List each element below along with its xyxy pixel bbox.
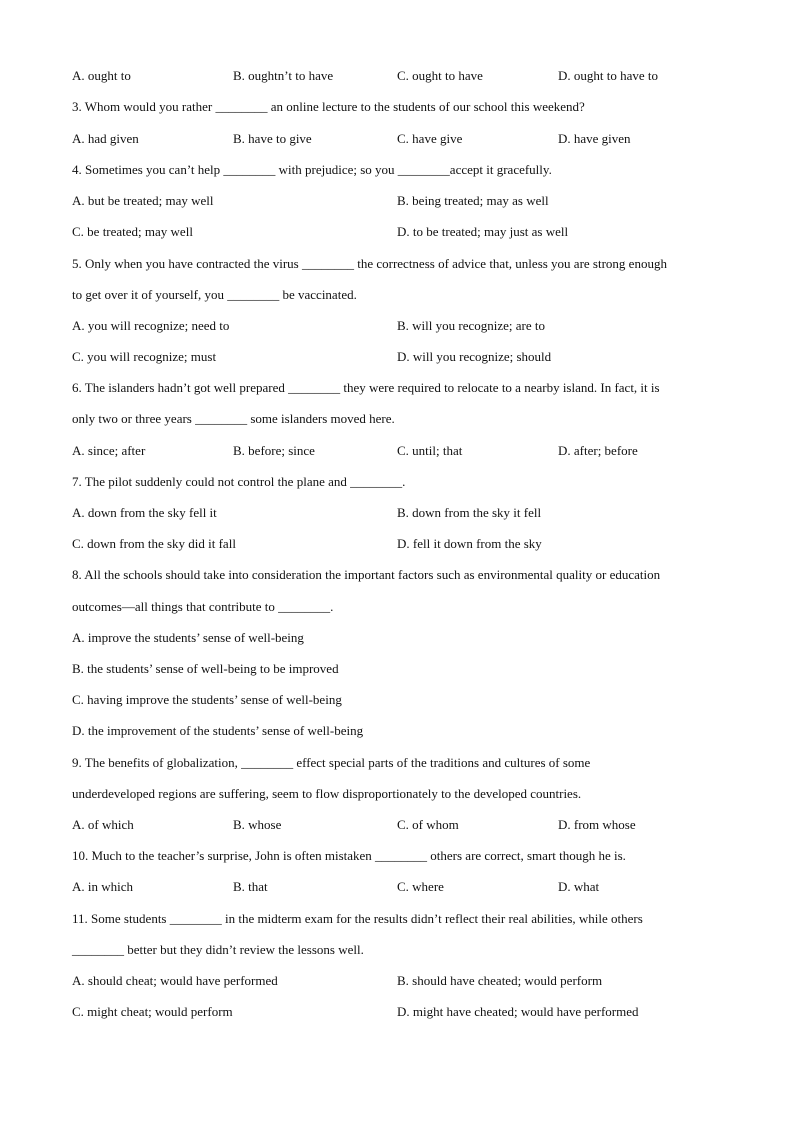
q3-option-a: A. had given	[72, 131, 139, 146]
q9-option-a: A. of which	[72, 817, 134, 832]
q7-option-a: A. down from the sky fell it	[72, 505, 217, 520]
q5-option-d: D. will you recognize; should	[397, 349, 552, 364]
q8-option-d: D. the improvement of the students’ sense of well-being	[72, 723, 364, 738]
q8-stem-line2: outcomes—all things that contribute to ________.	[72, 599, 334, 614]
q4-option-a: A. but be treated; may well	[72, 193, 214, 208]
q10-option-d: D. what	[558, 879, 600, 894]
q11-option-c: C. might cheat; would perform	[72, 1004, 233, 1019]
q10-option-b: B. that	[233, 879, 268, 894]
q2-option-c: C. ought to have	[397, 68, 483, 83]
q9-stem-line1: 9. The benefits of globalization, ________ effect special parts of the traditions and cultures of some	[72, 755, 591, 770]
q6-stem-line2: only two or three years ________ some islanders moved here.	[72, 411, 395, 426]
q10-option-a: A. in which	[72, 879, 134, 894]
q9-stem-line2: underdeveloped regions are suffering, seem to flow disproportionately to the developed countries.	[72, 786, 582, 801]
q4-option-b: B. being treated; may as well	[397, 193, 549, 208]
q10-stem: 10. Much to the teacher’s surprise, John is often mistaken ________ others are correct, smart though he is.	[72, 848, 626, 863]
q11-option-a: A. should cheat; would have performed	[72, 973, 278, 988]
q11-option-b: B. should have cheated; would perform	[397, 973, 603, 988]
q3-option-b: B. have to give	[233, 131, 312, 146]
q6-option-a: A. since; after	[72, 443, 146, 458]
q8-option-b: B. the students’ sense of well-being to be improved	[72, 661, 339, 676]
q6-stem-line1: 6. The islanders hadn’t got well prepared ________ they were required to relocate to a nearby island. In fact, it is	[72, 380, 660, 395]
q9-option-c: C. of whom	[397, 817, 459, 832]
q2-option-a: A. ought to	[72, 68, 131, 83]
q6-option-d: D. after; before	[558, 443, 638, 458]
q7-stem: 7. The pilot suddenly could not control the plane and ________.	[72, 474, 406, 489]
q2-option-d: D. ought to have to	[558, 68, 659, 83]
q5-option-c: C. you will recognize; must	[72, 349, 217, 364]
q5-option-b: B. will you recognize; are to	[397, 318, 546, 333]
q4-stem: 4. Sometimes you can’t help ________ with prejudice; so you ________accept it gracefully.	[72, 162, 552, 177]
q5-stem-line2: to get over it of yourself, you ________ be vaccinated.	[72, 287, 357, 302]
q8-stem-line1: 8. All the schools should take into consideration the important factors such as environmental quality or education	[72, 567, 661, 582]
q5-option-a: A. you will recognize; need to	[72, 318, 230, 333]
q3-option-d: D. have given	[558, 131, 631, 146]
q4-option-d: D. to be treated; may just as well	[397, 224, 569, 239]
q7-option-b: B. down from the sky it fell	[397, 505, 542, 520]
q8-option-c: C. having improve the students’ sense of well-being	[72, 692, 342, 707]
q9-option-b: B. whose	[233, 817, 282, 832]
q3-stem: 3. Whom would you rather ________ an online lecture to the students of our school this weekend?	[72, 99, 585, 114]
q11-option-d: D. might have cheated; would have performed	[397, 1004, 639, 1019]
q2-option-b: B. oughtn’t to have	[233, 68, 334, 83]
q6-option-b: B. before; since	[233, 443, 315, 458]
q6-option-c: C. until; that	[397, 443, 463, 458]
q11-stem-line1: 11. Some students ________ in the midterm exam for the results didn’t reflect their real abilities, while others	[72, 911, 643, 926]
q3-option-c: C. have give	[397, 131, 463, 146]
q7-option-d: D. fell it down from the sky	[397, 536, 542, 551]
q8-option-a: A. improve the students’ sense of well-being	[72, 630, 304, 645]
q9-option-d: D. from whose	[558, 817, 636, 832]
q10-option-c: C. where	[397, 879, 444, 894]
q11-stem-line2: ________ better but they didn’t review the lessons well.	[72, 942, 364, 957]
q7-option-c: C. down from the sky did it fall	[72, 536, 236, 551]
q4-option-c: C. be treated; may well	[72, 224, 193, 239]
q5-stem-line1: 5. Only when you have contracted the virus ________ the correctness of advice that, unless you are strong enough	[72, 256, 667, 271]
